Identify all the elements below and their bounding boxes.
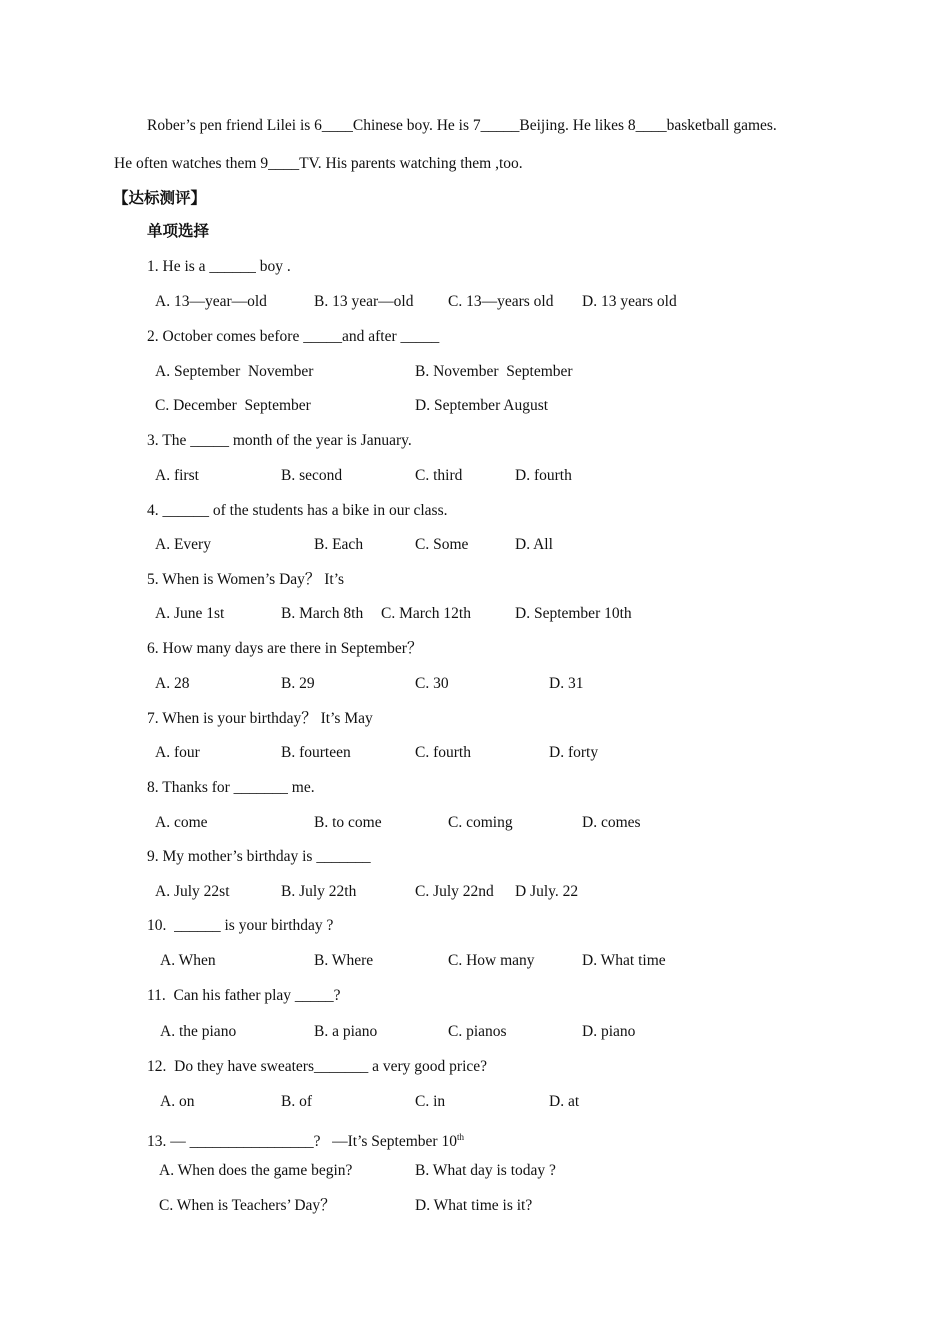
question-12-option-a[interactable]: A. on (160, 1093, 195, 1110)
question-4-option-c[interactable]: C. Some (415, 536, 469, 553)
question-8-stem: 8. Thanks for _______ me. (147, 779, 315, 796)
question-6-stem: 6. How many days are there in September？ (147, 640, 423, 657)
question-2-option-c[interactable]: C. December September (155, 397, 311, 414)
question-7-option-c[interactable]: C. fourth (415, 744, 471, 761)
question-12-option-c[interactable]: C. in (415, 1093, 446, 1110)
question-13-option-b[interactable]: B. What day is today ? (415, 1162, 556, 1179)
subsection-title: 单项选择 (147, 223, 210, 240)
question-10-option-d[interactable]: D. What time (582, 952, 666, 969)
question-7-option-b[interactable]: B. fourteen (281, 744, 351, 761)
question-7-option-d[interactable]: D. forty (549, 744, 599, 761)
intro-line-2: He often watches them 9____TV. His parents watching them ,too. (114, 155, 523, 172)
question-11-option-d[interactable]: D. piano (582, 1023, 636, 1040)
question-1-stem: 1. He is a ______ boy . (147, 258, 291, 275)
question-5-option-a[interactable]: A. June 1st (155, 605, 225, 622)
question-4-option-a[interactable]: A. Every (155, 536, 211, 553)
question-8-option-c[interactable]: C. coming (448, 814, 513, 831)
question-8-option-b[interactable]: B. to come (314, 814, 382, 831)
question-13-stem-sup: th (456, 1132, 464, 1142)
question-2-option-b[interactable]: B. November September (415, 363, 573, 380)
question-1-option-d[interactable]: D. 13 years old (582, 293, 677, 310)
question-4-stem: 4. ______ of the students has a bike in our class. (147, 502, 448, 519)
question-10-stem: 10. ______ is your birthday ? (147, 917, 334, 934)
question-12-stem: 12. Do they have sweaters_______ a very good price? (147, 1058, 488, 1075)
question-3-option-a[interactable]: A. first (155, 467, 199, 484)
section-title: 【达标测评】 (113, 190, 207, 207)
question-13-option-c[interactable]: C. When is Teachers’ Day？ (159, 1197, 336, 1214)
question-6-option-c[interactable]: C. 30 (415, 675, 449, 692)
question-3-stem: 3. The _____ month of the year is January. (147, 432, 412, 449)
question-13-option-d[interactable]: D. What time is it? (415, 1197, 533, 1214)
question-5-option-c[interactable]: C. March 12th (381, 605, 471, 622)
question-9-stem: 9. My mother’s birthday is _______ (147, 848, 371, 865)
question-1-option-c[interactable]: C. 13—years old (448, 293, 554, 310)
question-11-option-c[interactable]: C. pianos (448, 1023, 507, 1040)
question-11-option-a[interactable]: A. the piano (160, 1023, 237, 1040)
question-7-option-a[interactable]: A. four (155, 744, 200, 761)
question-3-option-d[interactable]: D. fourth (515, 467, 572, 484)
question-3-option-b[interactable]: B. second (281, 467, 343, 484)
question-12-option-b[interactable]: B. of (281, 1093, 312, 1110)
question-12-option-d[interactable]: D. at (549, 1093, 580, 1110)
question-5-stem: 5. When is Women’s Day？ It’s (147, 571, 345, 588)
question-8-option-d[interactable]: D. comes (582, 814, 641, 831)
question-7-stem: 7. When is your birthday？ It’s May (147, 710, 373, 727)
question-2-stem: 2. October comes before _____and after _____ (147, 328, 440, 345)
question-1-option-a[interactable]: A. 13—year—old (155, 293, 267, 310)
question-11-option-b[interactable]: B. a piano (314, 1023, 378, 1040)
question-3-option-c[interactable]: C. third (415, 467, 463, 484)
question-4-option-b[interactable]: B. Each (314, 536, 364, 553)
question-1-option-b[interactable]: B. 13 year—old (314, 293, 414, 310)
question-4-option-d[interactable]: D. All (515, 536, 553, 553)
question-13-option-a[interactable]: A. When does the game begin? (159, 1162, 353, 1179)
question-13-stem (147, 1127, 464, 1152)
question-2-option-d[interactable]: D. September August (415, 397, 549, 414)
question-9-option-d[interactable]: D July. 22 (515, 883, 579, 900)
question-5-option-b[interactable]: B. March 8th (281, 605, 364, 622)
question-6-option-a[interactable]: A. 28 (155, 675, 190, 692)
intro-line-1: Rober’s pen friend Lilei is 6____Chinese boy. He is 7_____Beijing. He likes 8____basketball games. (147, 117, 777, 134)
question-10-option-b[interactable]: B. Where (314, 952, 374, 969)
question-13-stem-text: 13. — ________________? —It’s September 10 (147, 1133, 457, 1151)
question-5-option-d[interactable]: D. September 10th (515, 605, 632, 622)
question-9-option-b[interactable]: B. July 22th (281, 883, 357, 900)
question-9-option-a[interactable]: A. July 22st (155, 883, 230, 900)
question-9-option-c[interactable]: C. July 22nd (415, 883, 494, 900)
question-2-option-a[interactable]: A. September November (155, 363, 314, 380)
question-11-stem: 11. Can his father play _____? (147, 987, 341, 1004)
question-10-option-c[interactable]: C. How many (448, 952, 535, 969)
question-6-option-d[interactable]: D. 31 (549, 675, 584, 692)
question-10-option-a[interactable]: A. When (160, 952, 216, 969)
question-6-option-b[interactable]: B. 29 (281, 675, 315, 692)
question-8-option-a[interactable]: A. come (155, 814, 208, 831)
